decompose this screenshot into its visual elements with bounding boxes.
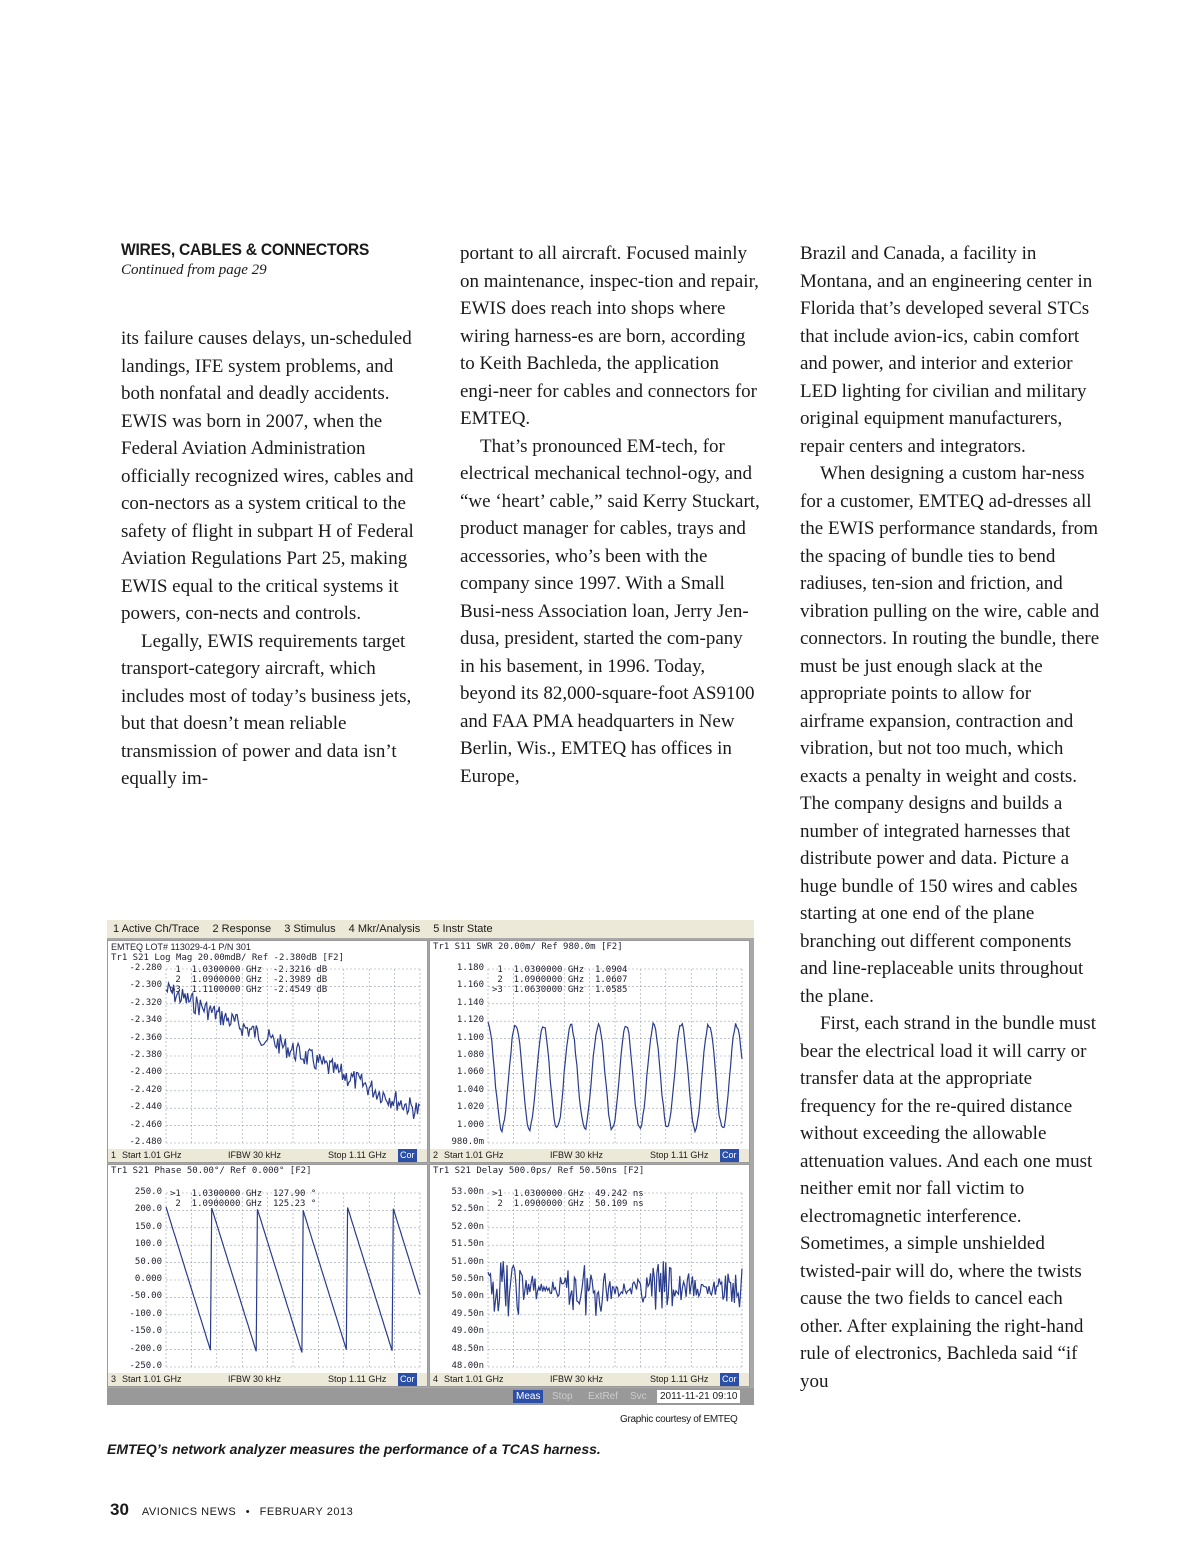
tick-label: 1.160: [456, 980, 484, 991]
issue-date: FEBRUARY 2013: [259, 1506, 354, 1518]
meas-indicator: Meas: [513, 1390, 543, 1403]
ifbw-label: IFBW 30 kHz: [550, 1374, 604, 1384]
paragraph: That’s pronounced EM-tech, for electrical mechanical technol-ogy, and “we ‘heart’ cable,” said Kerry Stuckart, product manager for cables, trays and accessories, who’s been with the company since 1997. With a Small Busi-ness Association loan, Jerry Jen-dusa, president, started the com-pany in his basement, in 1996. Today, beyond its 82,000-square-foot AS9100 and FAA PMA headquarters in New Berlin, Wis., EMTEQ has offices in Europe,: [460, 435, 760, 787]
tick-label: -2.480: [129, 1137, 162, 1147]
tick-label: 0.000: [134, 1274, 162, 1284]
tick-label: 50.50n: [451, 1274, 484, 1284]
channel-number: 1: [111, 1150, 117, 1160]
trace-title: Tr1 S21 Phase 50.00°/ Ref 0.000° [F2]: [111, 1166, 312, 1176]
tick-label: -2.340: [129, 1015, 162, 1026]
paragraph: portant to all aircraft. Focused mainly on maintenance, inspec-tion and repair, EWIS does reach into shops where wiring harness-es are born, according to Keith Bachleda, the application engi-neer for cables and connectors for EMTEQ.: [460, 243, 759, 429]
stop-frequency: Stop 1.11 GHz: [650, 1150, 709, 1160]
datetime: 2011-11-21 09:10: [657, 1390, 740, 1403]
tick-label: -2.300: [129, 980, 162, 991]
ifbw-label: IFBW 30 kHz: [228, 1150, 282, 1160]
marker-readout: >1 1.0300000 GHz 49.242 ns 2 1.0900000 GHz 50.109 ns: [492, 1189, 644, 1209]
paragraph: First, each strand in the bundle must bear the electrical load it will carry or transfer data at the appropriate frequency for the re-quired distance without exceeding the allowable attenuation values. And each one must neither emit nor fall victim to electromagnetic interference. Sometimes, a simple unshielded twisted-pair will do, where the twists cause the two fields to cancel each other. After explaining the right-hand rule of electronics, Bachleda said “if you: [800, 1013, 1096, 1392]
tick-label: -2.460: [129, 1119, 162, 1130]
tick-label: 53.00n: [451, 1187, 484, 1197]
marker-readout: 1 1.0300000 GHz -2.3216 dB 2 1.0900000 GHz -2.3989 dB >3 1.1100000 GHz -2.4549 dB: [170, 965, 328, 995]
tick-label: 52.00n: [451, 1221, 484, 1232]
tick-label: -2.380: [129, 1050, 162, 1060]
tick-label: -50.00: [129, 1291, 162, 1302]
tick-label: 1.000: [456, 1119, 484, 1130]
article-column-1: [121, 325, 421, 793]
paragraph: When designing a custom har-ness for a customer, EMTEQ ad-dresses all the EWIS performance standards, from the spacing of bundle ties to bend radiuses, ten-sion and friction, and vibration pulling on the wire, cable and connectors. In routing the bundle, there must be just enough slack at the appropriate points to allow for airframe expansion, contraction and vibration, but not too much, which exacts a penalty in weight and costs. The company designs and builds a number of integrated harnesses that distribute power and data. Picture a huge bundle of 150 wires and cables starting at one end of the plane branching out different components and line-replaceable units throughout the plane.: [800, 463, 1100, 1007]
tick-label: -2.280: [129, 963, 162, 973]
channel-status-bar: [108, 1149, 427, 1162]
tick-label: 150.0: [134, 1221, 162, 1232]
tick-label: -2.400: [129, 1067, 162, 1078]
start-frequency: Start 1.01 GHz: [444, 1150, 504, 1160]
tick-label: -250.0: [129, 1361, 162, 1371]
start-frequency: Start 1.01 GHz: [122, 1374, 182, 1384]
network-analyzer-screenshot: [107, 920, 754, 1405]
tick-label: 1.060: [456, 1067, 484, 1078]
channel-number: 3: [111, 1374, 117, 1384]
start-frequency: Start 1.01 GHz: [444, 1374, 504, 1384]
trace-title: Tr1 S21 Log Mag 20.00mdB/ Ref -2.380dB [F2]: [111, 953, 344, 963]
tick-label: -2.420: [129, 1084, 162, 1095]
tick-label: 1.140: [456, 997, 484, 1008]
tick-label: 50.00: [134, 1256, 162, 1267]
tick-label: 48.50n: [451, 1343, 484, 1354]
stop-indicator: Stop: [552, 1391, 573, 1402]
trace-title: Tr1 S11 SWR 20.00m/ Ref 980.0m [F2]: [433, 942, 623, 952]
tick-label: -2.320: [129, 997, 162, 1008]
trace-title: Tr1 S21 Delay 500.0ps/ Ref 50.50ns [F2]: [433, 1166, 645, 1176]
trace-panel-1: [107, 940, 428, 1163]
page-number: 30: [110, 1500, 129, 1519]
page-footer: [110, 1500, 353, 1520]
trace-panel-2: [429, 940, 750, 1163]
tick-label: 51.00n: [451, 1256, 484, 1267]
start-frequency: Start 1.01 GHz: [122, 1150, 182, 1160]
paragraph: Legally, EWIS requirements target transport-category aircraft, which includes most of today’s business jets, but that doesn’t mean reliable transmission of power and data isn’t equally im-: [121, 630, 412, 789]
figure-credit: Graphic courtesy of EMTEQ: [620, 1414, 738, 1425]
correction-indicator: Cor: [722, 1150, 737, 1160]
menu-item: 1 Active Ch/Trace: [113, 923, 200, 935]
tick-label: 1.180: [456, 963, 484, 973]
tick-label: 51.50n: [451, 1239, 484, 1250]
lot-label: EMTEQ LOT# 113029-4-1 P/N 301: [111, 942, 251, 952]
tick-label: 49.00n: [451, 1326, 484, 1337]
svc-indicator: Svc: [630, 1391, 647, 1402]
publication-name: AVIONICS NEWS: [141, 1506, 237, 1518]
tick-label: 1.100: [456, 1032, 484, 1043]
tick-label: 48.00n: [451, 1361, 484, 1371]
correction-indicator: Cor: [400, 1150, 415, 1160]
paragraph: Brazil and Canada, a facility in Montana, and an engineering center in Florida that’s developed several STCs that include avion-ics, cabin comfort and power, and interior and exterior LED lighting for civilian and military original equipment manufacturers, repair centers and integrators.: [800, 243, 1093, 457]
tick-label: 1.080: [456, 1050, 484, 1060]
analyzer-status-bar: [107, 1388, 754, 1405]
analyzer-menubar: [107, 920, 754, 938]
article-column-3: [800, 240, 1100, 1395]
continued-note: Continued from page 29: [121, 262, 267, 278]
paragraph: its failure causes delays, un-scheduled landings, IFE system problems, and both nonfatal and deadly accidents. EWIS was born in 2007, when the Federal Aviation Administration officially recognized wires, cables and con-nectors as a system critical to the safety of flight in subpart H of Federal Aviation Regulations Part 25, making EWIS equal to the critical systems it powers, con-nects and controls.: [121, 328, 414, 624]
tick-label: -200.0: [129, 1343, 162, 1354]
channel-number: 4: [433, 1374, 439, 1384]
trace-panel-4: [429, 1164, 750, 1387]
channel-status-bar: [430, 1373, 749, 1386]
tick-label: 49.50n: [451, 1308, 484, 1319]
channel-number: 2: [433, 1150, 439, 1160]
section-label: WIRES, CABLES & CONNECTORS: [121, 240, 370, 259]
tick-label: -2.360: [129, 1032, 162, 1043]
ifbw-label: IFBW 30 kHz: [550, 1150, 604, 1160]
correction-indicator: Cor: [400, 1374, 415, 1384]
tick-label: -100.0: [129, 1308, 162, 1319]
marker-readout: 1 1.0300000 GHz 1.0904 2 1.0900000 GHz 1.0607 >3 1.0630000 GHz 1.0585: [492, 965, 628, 995]
menu-item: 2 Response: [212, 923, 272, 935]
menu-item: 4 Mkr/Analysis: [348, 923, 421, 935]
tick-label: 250.0: [134, 1187, 162, 1197]
tick-label: -150.0: [129, 1326, 162, 1337]
stop-frequency: Stop 1.11 GHz: [328, 1150, 387, 1160]
article-column-2: [460, 240, 760, 790]
bullet: •: [245, 1506, 251, 1518]
figure-caption: EMTEQ’s network analyzer measures the performance of a TCAS harness.: [107, 1441, 601, 1457]
tick-label: 1.040: [456, 1084, 484, 1095]
tick-label: 100.0: [134, 1239, 162, 1250]
tick-label: 1.020: [456, 1102, 484, 1113]
stop-frequency: Stop 1.11 GHz: [328, 1374, 387, 1384]
trace-panel-3: [107, 1164, 428, 1387]
ifbw-label: IFBW 30 kHz: [228, 1374, 282, 1384]
menu-item: 3 Stimulus: [284, 923, 336, 935]
tick-label: 200.0: [134, 1204, 162, 1215]
tick-label: 50.00n: [451, 1291, 484, 1302]
correction-indicator: Cor: [722, 1374, 737, 1384]
menu-item: 5 Instr State: [433, 923, 493, 935]
tick-label: 52.50n: [451, 1204, 484, 1215]
channel-status-bar: [108, 1373, 427, 1386]
stop-frequency: Stop 1.11 GHz: [650, 1374, 709, 1384]
extref-indicator: ExtRef: [588, 1391, 619, 1402]
marker-readout: >1 1.0300000 GHz 127.90 ° 2 1.0900000 GHz 125.23 °: [170, 1189, 317, 1209]
tick-label: 980.0m: [451, 1137, 484, 1147]
channel-status-bar: [430, 1149, 749, 1162]
tick-label: -2.440: [129, 1102, 162, 1113]
tick-label: 1.120: [456, 1015, 484, 1026]
